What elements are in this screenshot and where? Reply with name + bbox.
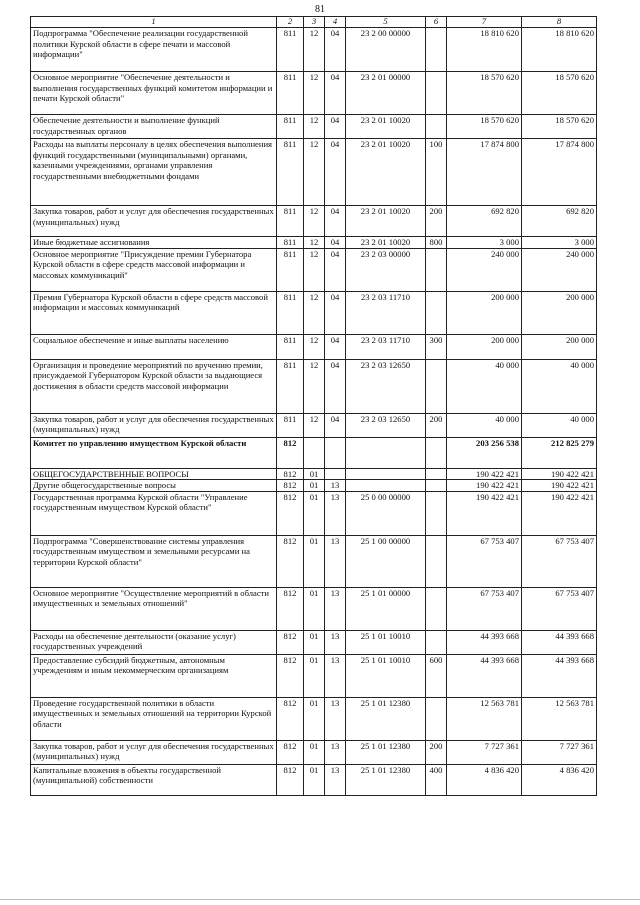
amount-2020-cell: 4 836 420 xyxy=(522,764,597,795)
subsection-cell: 04 xyxy=(325,72,346,115)
target-cell: 25 1 01 12380 xyxy=(346,697,426,740)
target-cell: 25 1 01 12380 xyxy=(346,740,426,764)
code-cell: 812 xyxy=(277,697,304,740)
amount-2020-cell: 67 753 407 xyxy=(522,535,597,587)
row-name-cell: Расходы на выплаты персоналу в целях обеспечения выполнения функций государственными (муниципальными) органами, казенными учреждениями, органами управления государственными внебюджетными фондами xyxy=(31,139,277,206)
code-cell: 811 xyxy=(277,291,304,334)
target-cell xyxy=(346,437,426,468)
target-cell: 25 1 01 12380 xyxy=(346,764,426,795)
subsection-cell: 04 xyxy=(325,139,346,206)
type-cell: 300 xyxy=(426,334,447,359)
code-cell: 812 xyxy=(277,437,304,468)
amount-2019-cell: 3 000 xyxy=(447,237,522,249)
amount-2020-cell: 200 000 xyxy=(522,291,597,334)
target-cell: 25 1 00 00000 xyxy=(346,535,426,587)
target-cell: 23 2 03 11710 xyxy=(346,291,426,334)
type-cell xyxy=(426,115,447,139)
row-name-cell: Обеспечение деятельности и выполнение функций государственных органов xyxy=(31,115,277,139)
section-cell: 12 xyxy=(304,206,325,237)
table-row xyxy=(31,359,597,413)
section-cell: 01 xyxy=(304,480,325,492)
target-cell: 23 2 03 12650 xyxy=(346,359,426,413)
row-name-cell: Предоставление субсидий бюджетным, автономным учреждениям и иным некоммерческим организациям xyxy=(31,654,277,697)
amount-2019-cell: 44 393 668 xyxy=(447,654,522,697)
amount-2020-cell: 40 000 xyxy=(522,413,597,437)
table-row xyxy=(31,740,597,764)
section-cell: 12 xyxy=(304,291,325,334)
table-row xyxy=(31,334,597,359)
header-cell: 1 xyxy=(31,17,277,28)
amount-2019-cell: 190 422 421 xyxy=(447,491,522,535)
type-cell xyxy=(426,248,447,291)
subsection-cell: 13 xyxy=(325,480,346,492)
header-cell: 7 xyxy=(447,17,522,28)
row-name-cell: Закупка товаров, работ и услуг для обеспечения государственных (муниципальных) нужд xyxy=(31,413,277,437)
row-name-cell: Основное мероприятие "Присуждение премии Губернатора Курской области в сфере средств массовой информации и массовых коммуникаций" xyxy=(31,248,277,291)
target-cell: 23 2 01 00000 xyxy=(346,72,426,115)
row-name-cell: Социальное обеспечение и иные выплаты населению xyxy=(31,334,277,359)
subsection-cell xyxy=(325,468,346,480)
table-row xyxy=(31,72,597,115)
amount-2019-cell: 240 000 xyxy=(447,248,522,291)
subsection-cell: 04 xyxy=(325,206,346,237)
row-name-cell: Подпрограмма "Обеспечение реализации государственной политики Курской области в сфере печати и массовой информации" xyxy=(31,28,277,72)
amount-2019-cell: 4 836 420 xyxy=(447,764,522,795)
header-cell: 8 xyxy=(522,17,597,28)
amount-2020-cell: 18 570 620 xyxy=(522,72,597,115)
table-row xyxy=(31,630,597,654)
table-row xyxy=(31,115,597,139)
subsection-cell: 04 xyxy=(325,291,346,334)
amount-2019-cell: 190 422 421 xyxy=(447,468,522,480)
target-cell xyxy=(346,468,426,480)
section-cell: 12 xyxy=(304,413,325,437)
target-cell: 23 2 03 12650 xyxy=(346,413,426,437)
subsection-cell: 04 xyxy=(325,115,346,139)
section-cell: 01 xyxy=(304,630,325,654)
type-cell xyxy=(426,587,447,630)
code-cell: 811 xyxy=(277,115,304,139)
amount-2020-cell: 190 422 421 xyxy=(522,468,597,480)
subsection-cell: 13 xyxy=(325,587,346,630)
table-row xyxy=(31,413,597,437)
amount-2020-cell: 190 422 421 xyxy=(522,491,597,535)
table-row xyxy=(31,491,597,535)
table-row xyxy=(31,139,597,206)
section-cell: 01 xyxy=(304,764,325,795)
type-cell xyxy=(426,468,447,480)
section-cell: 12 xyxy=(304,28,325,72)
subsection-cell: 13 xyxy=(325,535,346,587)
code-cell: 812 xyxy=(277,630,304,654)
section-cell: 01 xyxy=(304,587,325,630)
amount-2019-cell: 67 753 407 xyxy=(447,535,522,587)
subsection-cell: 04 xyxy=(325,334,346,359)
section-cell: 12 xyxy=(304,359,325,413)
row-name-cell: Организация и проведение мероприятий по вручению премии, присуждаемой Губернатором Курской области за выдающиеся достижения в области средств массовой информации xyxy=(31,359,277,413)
target-cell: 25 1 01 10010 xyxy=(346,630,426,654)
row-name-cell: Основное мероприятие "Обеспечение деятельности и выполнения государственных функций комитетом информации и печати Курской области" xyxy=(31,72,277,115)
target-cell: 23 2 01 10020 xyxy=(346,237,426,249)
target-cell xyxy=(346,480,426,492)
row-name-cell: Иные бюджетные ассигнования xyxy=(31,237,277,249)
code-cell: 811 xyxy=(277,28,304,72)
type-cell: 800 xyxy=(426,237,447,249)
code-cell: 812 xyxy=(277,740,304,764)
code-cell: 811 xyxy=(277,334,304,359)
table-row xyxy=(31,291,597,334)
header-cell: 5 xyxy=(346,17,426,28)
code-cell: 811 xyxy=(277,359,304,413)
amount-2019-cell: 190 422 421 xyxy=(447,480,522,492)
subsection-cell: 13 xyxy=(325,654,346,697)
target-cell: 23 2 00 00000 xyxy=(346,28,426,72)
page-number: 81 xyxy=(315,4,325,15)
code-cell: 812 xyxy=(277,468,304,480)
table-row xyxy=(31,535,597,587)
amount-2020-cell: 18 810 620 xyxy=(522,28,597,72)
amount-2019-cell: 18 570 620 xyxy=(447,115,522,139)
amount-2019-cell: 40 000 xyxy=(447,413,522,437)
amount-2019-cell: 18 810 620 xyxy=(447,28,522,72)
row-name-cell: Закупка товаров, работ и услуг для обеспечения государственных (муниципальных) нужд xyxy=(31,206,277,237)
amount-2019-cell: 200 000 xyxy=(447,291,522,334)
type-cell: 200 xyxy=(426,740,447,764)
amount-2019-cell: 12 563 781 xyxy=(447,697,522,740)
section-cell: 01 xyxy=(304,697,325,740)
row-name-cell: Комитет по управлению имуществом Курской области xyxy=(31,437,277,468)
section-cell: 01 xyxy=(304,468,325,480)
subsection-cell: 13 xyxy=(325,630,346,654)
target-cell: 23 2 01 10020 xyxy=(346,206,426,237)
type-cell: 400 xyxy=(426,764,447,795)
amount-2019-cell: 692 820 xyxy=(447,206,522,237)
table-row xyxy=(31,28,597,72)
code-cell: 811 xyxy=(277,72,304,115)
subsection-cell: 13 xyxy=(325,740,346,764)
type-cell xyxy=(426,480,447,492)
table-header-row xyxy=(31,17,597,28)
code-cell: 812 xyxy=(277,587,304,630)
code-cell: 811 xyxy=(277,206,304,237)
type-cell xyxy=(426,72,447,115)
amount-2019-cell: 18 570 620 xyxy=(447,72,522,115)
subsection-cell: 04 xyxy=(325,237,346,249)
section-cell: 01 xyxy=(304,535,325,587)
code-cell: 811 xyxy=(277,413,304,437)
subsection-cell: 13 xyxy=(325,491,346,535)
code-cell: 812 xyxy=(277,764,304,795)
code-cell: 812 xyxy=(277,491,304,535)
amount-2019-cell: 67 753 407 xyxy=(447,587,522,630)
type-cell: 600 xyxy=(426,654,447,697)
amount-2020-cell: 44 393 668 xyxy=(522,630,597,654)
row-name-cell: Основное мероприятие "Осуществление мероприятий в области имущественных и земельных отношений" xyxy=(31,587,277,630)
subsection-cell: 04 xyxy=(325,248,346,291)
header-cell: 3 xyxy=(304,17,325,28)
page-bottom-rule xyxy=(0,899,640,900)
amount-2019-cell: 44 393 668 xyxy=(447,630,522,654)
header-cell: 4 xyxy=(325,17,346,28)
type-cell xyxy=(426,437,447,468)
code-cell: 811 xyxy=(277,248,304,291)
amount-2020-cell: 17 874 800 xyxy=(522,139,597,206)
section-cell: 01 xyxy=(304,740,325,764)
target-cell: 25 0 00 00000 xyxy=(346,491,426,535)
code-cell: 812 xyxy=(277,535,304,587)
amount-2020-cell: 200 000 xyxy=(522,334,597,359)
type-cell xyxy=(426,697,447,740)
amount-2020-cell: 44 393 668 xyxy=(522,654,597,697)
table-row xyxy=(31,237,597,249)
section-cell: 12 xyxy=(304,72,325,115)
amount-2020-cell: 190 422 421 xyxy=(522,480,597,492)
section-cell: 01 xyxy=(304,654,325,697)
amount-2020-cell: 3 000 xyxy=(522,237,597,249)
table-row xyxy=(31,587,597,630)
row-name-cell: Проведение государственной политики в области имущественных и земельных отношений на территории Курской области xyxy=(31,697,277,740)
code-cell: 811 xyxy=(277,237,304,249)
subsection-cell: 04 xyxy=(325,413,346,437)
row-name-cell: ОБЩЕГОСУДАРСТВЕННЫЕ ВОПРОСЫ xyxy=(31,468,277,480)
type-cell: 100 xyxy=(426,139,447,206)
type-cell: 200 xyxy=(426,206,447,237)
amount-2020-cell: 12 563 781 xyxy=(522,697,597,740)
table-row xyxy=(31,206,597,237)
type-cell xyxy=(426,491,447,535)
subsection-cell: 04 xyxy=(325,28,346,72)
header-cell: 2 xyxy=(277,17,304,28)
subsection-cell: 13 xyxy=(325,697,346,740)
amount-2020-cell: 240 000 xyxy=(522,248,597,291)
table-row xyxy=(31,654,597,697)
table-row xyxy=(31,437,597,468)
amount-2019-cell: 40 000 xyxy=(447,359,522,413)
header-cell: 6 xyxy=(426,17,447,28)
amount-2019-cell: 203 256 538 xyxy=(447,437,522,468)
amount-2020-cell: 40 000 xyxy=(522,359,597,413)
section-cell: 12 xyxy=(304,237,325,249)
section-cell: 12 xyxy=(304,248,325,291)
row-name-cell: Капитальные вложения в объекты государственной (муниципальной) собственности xyxy=(31,764,277,795)
type-cell xyxy=(426,359,447,413)
amount-2020-cell: 212 825 279 xyxy=(522,437,597,468)
subsection-cell xyxy=(325,437,346,468)
subsection-cell: 04 xyxy=(325,359,346,413)
row-name-cell: Государственная программа Курской области "Управление государственным имуществом Курской области" xyxy=(31,491,277,535)
section-cell xyxy=(304,437,325,468)
amount-2020-cell: 18 570 620 xyxy=(522,115,597,139)
type-cell xyxy=(426,28,447,72)
section-cell: 01 xyxy=(304,491,325,535)
type-cell xyxy=(426,630,447,654)
row-name-cell: Расходы на обеспечение деятельности (оказание услуг) государственных учреждений xyxy=(31,630,277,654)
amount-2019-cell: 17 874 800 xyxy=(447,139,522,206)
section-cell: 12 xyxy=(304,115,325,139)
target-cell: 23 2 03 00000 xyxy=(346,248,426,291)
type-cell xyxy=(426,291,447,334)
table-row xyxy=(31,697,597,740)
budget-table xyxy=(30,16,597,796)
table-row xyxy=(31,248,597,291)
target-cell: 23 2 01 10020 xyxy=(346,139,426,206)
row-name-cell: Закупка товаров, работ и услуг для обеспечения государственных (муниципальных) нужд xyxy=(31,740,277,764)
table-row xyxy=(31,468,597,480)
row-name-cell: Подпрограмма "Совершенствование системы управления государственным имуществом и земельными ресурсами на территории Курской области" xyxy=(31,535,277,587)
section-cell: 12 xyxy=(304,334,325,359)
table-row xyxy=(31,480,597,492)
section-cell: 12 xyxy=(304,139,325,206)
amount-2020-cell: 67 753 407 xyxy=(522,587,597,630)
subsection-cell: 13 xyxy=(325,764,346,795)
amount-2020-cell: 7 727 361 xyxy=(522,740,597,764)
target-cell: 25 1 01 10010 xyxy=(346,654,426,697)
code-cell: 812 xyxy=(277,654,304,697)
code-cell: 811 xyxy=(277,139,304,206)
row-name-cell: Другие общегосударственные вопросы xyxy=(31,480,277,492)
amount-2020-cell: 692 820 xyxy=(522,206,597,237)
type-cell xyxy=(426,535,447,587)
code-cell: 812 xyxy=(277,480,304,492)
amount-2019-cell: 7 727 361 xyxy=(447,740,522,764)
target-cell: 25 1 01 00000 xyxy=(346,587,426,630)
target-cell: 23 2 03 11710 xyxy=(346,334,426,359)
target-cell: 23 2 01 10020 xyxy=(346,115,426,139)
table-row xyxy=(31,764,597,795)
row-name-cell: Премия Губернатора Курской области в сфере средств массовой информации и массовых коммуникаций xyxy=(31,291,277,334)
type-cell: 200 xyxy=(426,413,447,437)
amount-2019-cell: 200 000 xyxy=(447,334,522,359)
